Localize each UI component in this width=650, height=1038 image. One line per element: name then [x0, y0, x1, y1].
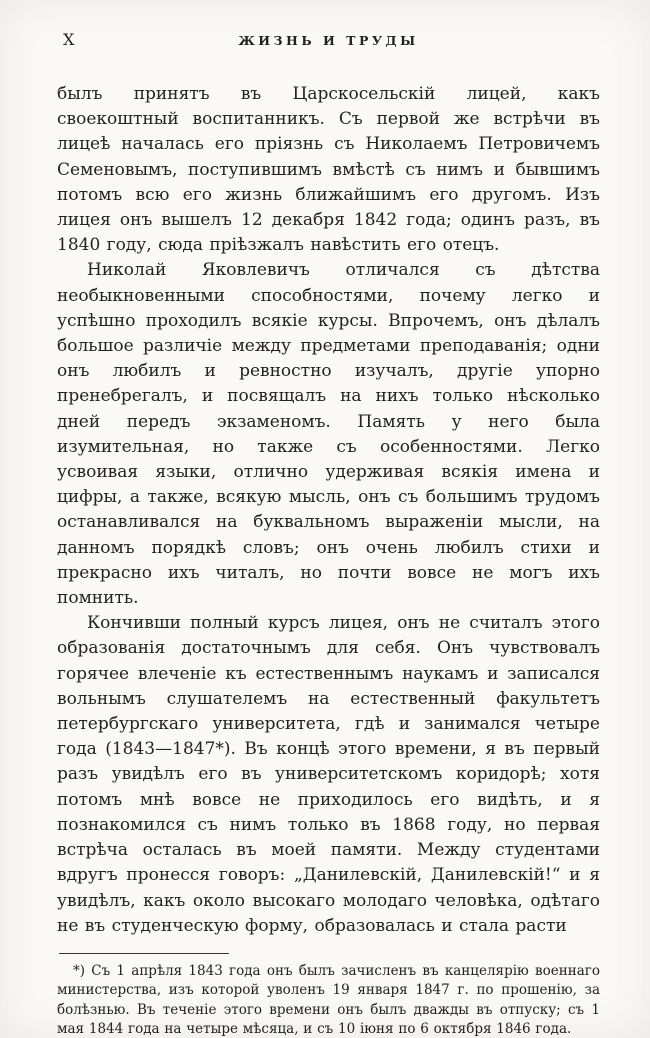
- paragraph: Николай Яковлевичъ отличался съ дѣтства необыкновенными способностями, почему легко и успѣшно проходилъ всякіе курсы. Впрочемъ, онъ дѣлалъ большое различіе между предметами преподаванія; одни онъ любилъ и ревностно изучалъ, другіе упорно пренебрегалъ, и посвящалъ на нихъ только нѣсколько дней передъ экзаменомъ. Память у него была изумительная, но также съ особенностями. Легко усвоивая языки, отлично удерживая всякія имена и цифры, а также, всякую мысль, онъ съ большимъ трудомъ останавливался на буквальномъ выраженіи мысли, на данномъ порядкѣ словъ; онъ очень любилъ стихи и прекрасно ихъ читалъ, но почти вовсе не могъ ихъ помнить.: [57, 260, 600, 609]
- paragraph-continuation: былъ принятъ въ Царскосельскій лицей, какъ своекоштный воспитанникъ. Съ первой же встрѣчи въ лицеѣ началась его пріязнь съ Николаемъ Петровичемъ Семеновымъ, поступившимъ вмѣстѣ съ нимъ и бывшимъ потомъ всю его жизнь ближайшимъ его другомъ. Изъ лицея онъ вышелъ 12 декабря 1842 года; одинъ разъ, въ 1840 году, сюда пріѣзжалъ навѣстить его отецъ.: [57, 84, 600, 256]
- paragraph: Кончивши полный курсъ лицея, онъ не считалъ этого образованія достаточнымъ для себя. Онъ чувствовалъ горячее влеченіе къ естественнымъ наукамъ и записался вольнымъ слушателемъ на естественный факультетъ петербургскаго университета, гдѣ и занимался четыре года (1843—1847*). Въ концѣ этого времени, я въ первый разъ увидѣлъ его въ университетскомъ коридорѣ; хотя потомъ мнѣ вовсе не приходилось его видѣть, и я познакомился съ нимъ только въ 1868 году, но первая встрѣча осталась въ моей памяти. Между студентами вдругъ пронесся говоръ: „Данилевскій, Данилевскій!“ и я увидѣлъ, какъ около высокаго молодаго человѣка, одѣтаго не въ студенческую форму, образовалась и стала расти: [57, 613, 600, 936]
- page-header: [57, 30, 600, 52]
- footnote-text: *) Съ 1 апрѣля 1843 года онъ былъ зачисленъ въ канцелярію военнаго министерства, изъ которой уволенъ 19 января 1847 г. по прошенію, за болѣзнью. Въ теченіе этого времени онъ былъ дважды въ отпуску; съ 1 мая 1844 года на четыре мѣсяца, и съ 10 іюня по 6 октября 1846 года.: [57, 962, 600, 1038]
- footnote-separator: [59, 953, 229, 954]
- body-text: [57, 82, 600, 939]
- footnote: [57, 953, 600, 1038]
- running-title: ЖИЗНЬ И ТРУДЫ: [238, 33, 419, 48]
- page-number: X: [63, 30, 76, 49]
